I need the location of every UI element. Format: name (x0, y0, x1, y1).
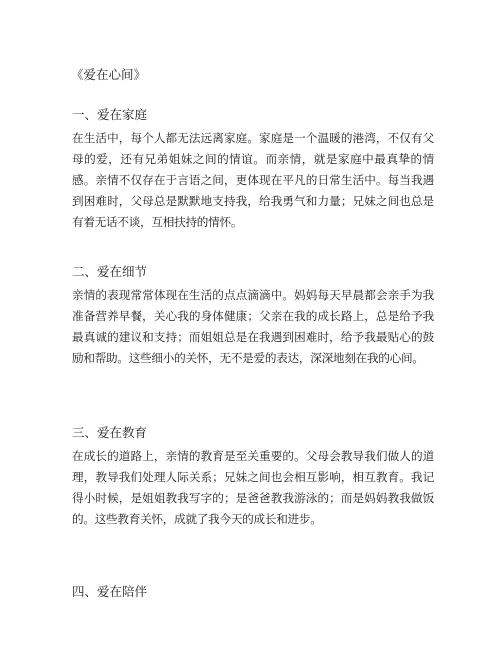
section-details (72, 264, 434, 369)
section-heading: 四、爱在陪伴 (72, 584, 148, 599)
section-heading: 一、爱在家庭 (72, 107, 148, 122)
document-title: 《爱在心间》 (71, 67, 147, 82)
section-companionship (72, 584, 434, 605)
section-body: 在成长的道路上，亲情的教育是至关重要的。父母会教导我们做人的道理，教导我们处理人际关系；兄妹之间也会相互影响，相互教育。我记得小时候，是姐姐教我写字的；是爸爸教我游泳的；而是妈妈教我做饭的。这些教育关怀，成就了我今天的成长和进步。 (72, 449, 434, 526)
section-heading: 二、爱在细节 (72, 264, 148, 279)
section-family (72, 107, 434, 233)
section-body: 亲情的表现常常体现在生活的点点滴滴中。妈妈每天早晨都会亲手为我准备营养早餐，关心我的身体健康；父亲在我的成长路上，总是给予我最真诚的建议和支持；而姐姐总是在我遇到困难时，给予我最贴心的鼓励和帮助。这些细小的关怀，无不是爱的表达，深深地刻在我的心间。 (72, 288, 434, 365)
section-heading: 三、爱在教育 (72, 425, 148, 440)
section-body: 在生活中，每个人都无法远离家庭。家庭是一个温暖的港湾，不仅有父母的爱，还有兄弟姐妹之间的情谊。而亲情，就是家庭中最真挚的情感。亲情不仅存在于言语之间，更体现在平凡的日常生活中。每当我遇到困难时，父母总是默默地支持我，给我勇气和力量；兄妹之间也总是有着无话不谈，互相扶持的情怀。 (72, 131, 434, 229)
section-education (72, 425, 434, 530)
